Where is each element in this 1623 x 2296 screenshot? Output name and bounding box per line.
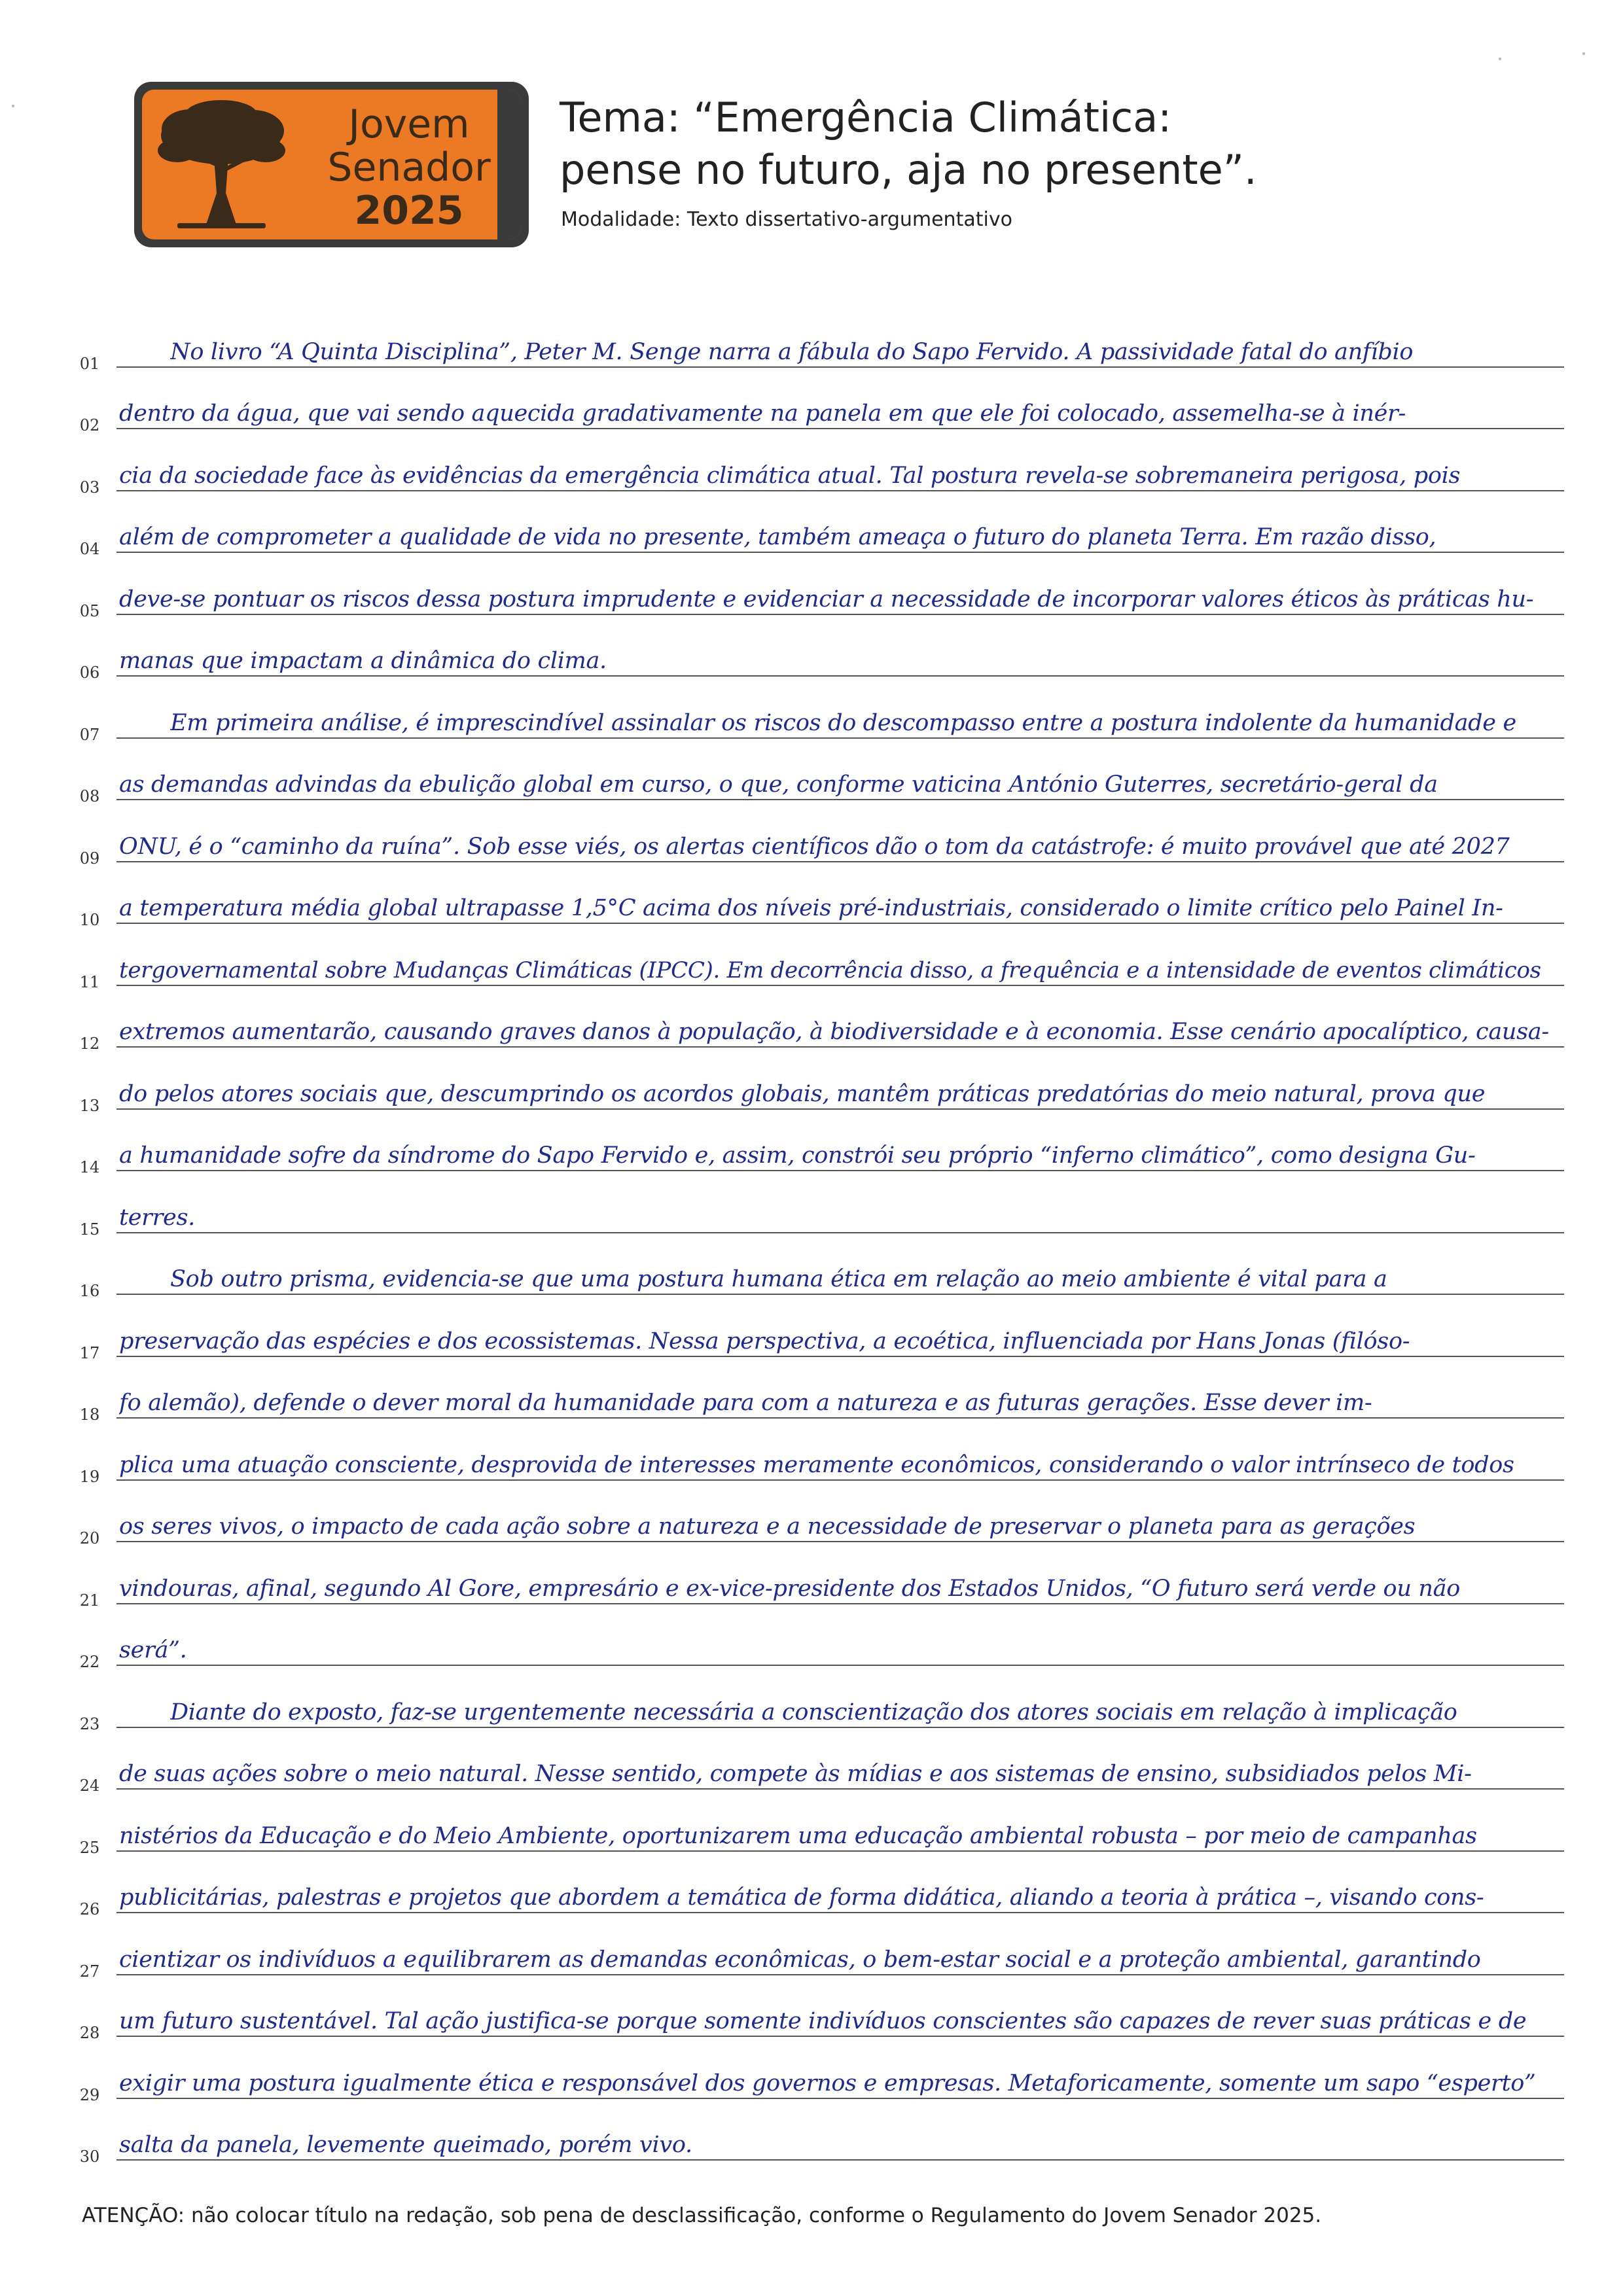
line-rule: [116, 2036, 1564, 2037]
line-number: 27: [79, 1962, 100, 1981]
line-number: 07: [79, 725, 100, 744]
essay-line: [72, 373, 1564, 435]
line-number: 26: [79, 1900, 100, 1918]
line-rule: [116, 1108, 1564, 1110]
essay-line: [72, 1918, 1564, 1981]
handwritten-text: tergovernamental sobre Mudanças Climáticas (IPCC). Em decorrência disso, a frequência e a intensidade de eventos climáticos: [119, 957, 1541, 983]
essay-line: [72, 1857, 1564, 1919]
essay-line: [72, 868, 1564, 930]
line-number: 03: [79, 478, 100, 497]
line-rule: [116, 614, 1564, 615]
essay-line: [72, 744, 1564, 806]
line-rule: [116, 490, 1564, 491]
handwritten-text: exigir uma postura igualmente ética e responsável dos governos e empresas. Metaforicamente, somente um sapo “esperto”: [119, 2070, 1536, 2096]
line-rule: [116, 2159, 1564, 2161]
essay-line: [72, 1610, 1564, 1672]
essay-line: [72, 1486, 1564, 1548]
essay-line: [72, 620, 1564, 682]
scan-speck: [1499, 58, 1501, 60]
jovem-senador-logo: [134, 82, 529, 247]
essay-line: [72, 1795, 1564, 1857]
scan-speck: [12, 105, 14, 107]
line-rule: [116, 861, 1564, 862]
theme-title: [560, 92, 1410, 196]
line-number: 23: [79, 1714, 100, 1733]
line-number: 21: [79, 1591, 100, 1610]
logo-line-1: Jovem: [348, 101, 470, 147]
line-rule: [116, 675, 1564, 677]
line-number: 22: [79, 1653, 100, 1671]
handwritten-text: de suas ações sobre o meio natural. Nesse sentido, compete às mídias e aos sistemas de ensino, subsidiados pelos Mi-: [119, 1761, 1472, 1787]
line-rule: [116, 923, 1564, 924]
handwritten-text: a temperatura média global ultrapasse 1,5°C acima dos níveis pré-industriais, considerado o limite crítico pelo Painel In-: [119, 895, 1503, 921]
line-rule: [116, 2098, 1564, 2099]
logo-wordmark: [311, 103, 507, 232]
handwritten-text: a humanidade sofre da síndrome do Sapo Fervido e, assim, constrói seu próprio “inferno climático”, como designa Gu-: [119, 1142, 1476, 1169]
line-number: 11: [79, 972, 100, 991]
essay-line: [72, 1733, 1564, 1795]
footer-warning: ATENÇÃO: não colocar título na redação, sob pena de desclassificação, conforme o Regulamento do Jovem Senador 2025.: [82, 2204, 1322, 2227]
line-rule: [116, 1356, 1564, 1357]
essay-line: [72, 929, 1564, 991]
line-number: 10: [79, 911, 100, 929]
line-number: 16: [79, 1282, 100, 1300]
tree-icon: [151, 95, 292, 236]
essay-line: [72, 558, 1564, 620]
logo-panel: [142, 90, 521, 239]
handwritten-text: terres.: [119, 1204, 195, 1231]
essay-line: [72, 434, 1564, 497]
line-rule: [116, 1850, 1564, 1852]
modality-label: Modalidade: Texto dissertativo-argumentativo: [561, 208, 1012, 231]
line-number: 24: [79, 1776, 100, 1795]
handwritten-text: além de comprometer a qualidade de vida no presente, também ameaça o futuro do planeta Terra. Em razão disso,: [119, 524, 1436, 550]
logo-year: 2025: [354, 188, 464, 234]
essay-line: [72, 1424, 1564, 1486]
line-rule: [116, 1232, 1564, 1233]
essay-line: [72, 1053, 1564, 1115]
essay-line: [72, 1547, 1564, 1610]
line-rule: [116, 1046, 1564, 1048]
line-rule: [116, 1170, 1564, 1171]
handwritten-text: os seres vivos, o impacto de cada ação sobre a natureza e a necessidade de preservar o planeta para as gerações: [119, 1513, 1416, 1540]
handwritten-text: ONU, é o “caminho da ruína”. Sob esse viés, os alertas científicos dão o tom da catástrofe: é muito provável que até 2027: [119, 833, 1510, 860]
line-rule: [116, 428, 1564, 429]
essay-sheet: [72, 311, 1564, 2166]
line-number: 09: [79, 849, 100, 868]
handwritten-text: manas que impactam a dinâmica do clima.: [119, 648, 607, 674]
line-number: 14: [79, 1158, 100, 1176]
handwritten-text: preservação das espécies e dos ecossistemas. Nessa perspectiva, a ecoética, influenciada por Hans Jonas (filóso-: [119, 1328, 1410, 1354]
line-number: 25: [79, 1838, 100, 1857]
line-number: 02: [79, 416, 100, 434]
handwritten-text: deve-se pontuar os riscos dessa postura imprudente e evidenciar a necessidade de incorporar valores éticos às práticas hu-: [119, 586, 1534, 612]
handwritten-text: Em primeira análise, é imprescindível assinalar os riscos do descompasso entre a postura indolente da humanidade e: [170, 709, 1516, 736]
line-rule: [116, 1912, 1564, 1913]
line-number: 29: [79, 2085, 100, 2104]
essay-line: [72, 991, 1564, 1053]
line-rule: [116, 985, 1564, 986]
line-number: 05: [79, 601, 100, 620]
scan-speck: [1582, 52, 1585, 55]
theme-title-line-2: pense no futuro, aja no presente”.: [560, 146, 1257, 194]
handwritten-text: extremos aumentarão, causando graves danos à população, à biodiversidade e à economia. Esse cenário apocalíptico, causa-: [119, 1019, 1549, 1045]
handwritten-text: Diante do exposto, faz-se urgentemente necessária a conscientização dos atores sociais em relação à implicação: [170, 1699, 1457, 1725]
handwritten-text: será”.: [119, 1637, 187, 1663]
line-number: 30: [79, 2147, 100, 2166]
essay-line: [72, 1115, 1564, 1177]
line-rule: [116, 552, 1564, 553]
theme-title-line-1: Tema: “Emergência Climática:: [560, 94, 1172, 141]
line-rule: [116, 366, 1564, 368]
line-rule: [116, 1603, 1564, 1604]
handwritten-text: salta da panela, levemente queimado, porém vivo.: [119, 2132, 692, 2158]
logo-side-band: [497, 90, 521, 239]
handwritten-text: fo alemão), defende o dever moral da humanidade para com a natureza e as futuras gerações. Esse dever im-: [119, 1390, 1372, 1416]
line-rule: [116, 737, 1564, 739]
handwritten-text: No livro “A Quinta Disciplina”, Peter M. Senge narra a fábula do Sapo Fervido. A passividade fatal do anfíbio: [170, 338, 1414, 365]
handwritten-text: cia da sociedade face às evidências da emergência climática atual. Tal postura revela-se sobremaneira perigosa, pois: [119, 462, 1461, 489]
line-rule: [116, 1417, 1564, 1419]
essay-line: [72, 1362, 1564, 1424]
handwritten-text: nistérios da Educação e do Meio Ambiente, oportunizarem uma educação ambiental robusta – por meio de campanhas: [119, 1822, 1477, 1849]
essay-line: [72, 1176, 1564, 1239]
line-number: 19: [79, 1467, 100, 1486]
line-rule: [116, 1974, 1564, 1975]
essay-line: [72, 311, 1564, 373]
essay-line: [72, 1239, 1564, 1301]
line-number: 20: [79, 1529, 100, 1547]
essay-line: [72, 497, 1564, 559]
handwritten-text: cientizar os indivíduos a equilibrarem as demandas econômicas, o bem-estar social e a proteção ambiental, garantindo: [119, 1946, 1481, 1973]
line-rule: [116, 1479, 1564, 1481]
line-number: 06: [79, 663, 100, 682]
line-rule: [116, 1294, 1564, 1295]
line-rule: [116, 1541, 1564, 1542]
line-number: 17: [79, 1343, 100, 1362]
handwritten-text: publicitárias, palestras e projetos que abordem a temática de forma didática, aliando a teoria à prática –, visando cons-: [119, 1884, 1484, 1911]
handwritten-text: Sob outro prisma, evidencia-se que uma postura humana ética em relação ao meio ambiente é vital para a: [170, 1266, 1387, 1292]
line-number: 28: [79, 2024, 100, 2042]
handwritten-text: um futuro sustentável. Tal ação justifica-se porque somente indivíduos conscientes são capazes de rever suas práticas e de: [119, 2008, 1527, 2034]
handwritten-text: vindouras, afinal, segundo Al Gore, empresário e ex-vice-presidente dos Estados Unidos, “O futuro será verde ou não: [119, 1575, 1460, 1602]
line-rule: [116, 799, 1564, 800]
line-rule: [116, 1665, 1564, 1666]
line-number: 12: [79, 1034, 100, 1053]
essay-line: [72, 805, 1564, 868]
line-rule: [116, 1788, 1564, 1790]
handwritten-text: as demandas advindas da ebulição global em curso, o que, conforme vaticina António Guterres, secretário-geral da: [119, 771, 1438, 798]
handwritten-text: plica uma atuação consciente, desprovida de interesses meramente econômicos, considerando o valor intrínseco de todos: [119, 1451, 1514, 1478]
essay-line: [72, 1981, 1564, 2043]
essay-line: [72, 682, 1564, 744]
logo-line-2: Senador: [327, 145, 491, 190]
handwritten-text: do pelos atores sociais que, descumprindo os acordos globais, mantêm práticas predatórias do meio natural, prova que: [119, 1080, 1486, 1107]
line-number: 01: [79, 354, 100, 373]
essay-line: [72, 1300, 1564, 1362]
essay-line: [72, 2042, 1564, 2104]
line-number: 15: [79, 1220, 100, 1239]
line-number: 18: [79, 1405, 100, 1424]
line-number: 13: [79, 1096, 100, 1115]
handwritten-text: dentro da água, que vai sendo aquecida gradativamente na panela em que ele foi colocado, assemelha-se à inér-: [119, 400, 1406, 427]
line-rule: [116, 1727, 1564, 1728]
line-number: 08: [79, 787, 100, 805]
essay-line: [72, 2104, 1564, 2166]
line-number: 04: [79, 540, 100, 558]
essay-line: [72, 1671, 1564, 1733]
